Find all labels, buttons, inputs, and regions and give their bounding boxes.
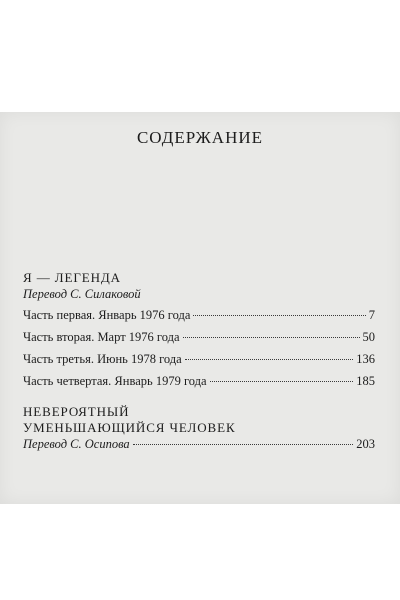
dot-leader <box>210 381 354 382</box>
work-entries <box>23 308 375 394</box>
work-title-line2: УМЕНЬШАЮЩИЙСЯ ЧЕЛОВЕК <box>23 420 236 435</box>
work-title: Я — ЛЕГЕНДА <box>23 270 121 285</box>
work-translator: Перевод С. Силаковой <box>23 287 141 301</box>
toc-entry-label: Часть вторая. Март 1976 года <box>23 330 180 344</box>
toc-entry-page: 50 <box>362 330 375 344</box>
toc-entry[interactable] <box>23 436 375 452</box>
dot-leader <box>193 315 365 316</box>
dot-leader <box>133 444 354 445</box>
toc-entry-page: 185 <box>356 374 375 388</box>
work-shrinking-man <box>23 404 375 452</box>
toc-entry-page: 7 <box>368 308 375 322</box>
toc-entry[interactable] <box>23 308 375 328</box>
work-title-line1: НЕВЕРОЯТНЫЙ <box>23 404 130 419</box>
work-translator: Перевод С. Осипова <box>23 437 130 451</box>
toc-entry-page: 136 <box>356 352 375 366</box>
toc-entry-page: 203 <box>356 437 375 451</box>
dot-leader <box>183 337 360 338</box>
toc-entry[interactable] <box>23 374 375 394</box>
toc-entry[interactable] <box>23 330 375 350</box>
toc-heading: СОДЕРЖАНИЕ <box>136 128 264 147</box>
dot-leader <box>185 359 354 360</box>
toc-entry-label: Часть четвертая. Январь 1979 года <box>23 374 207 388</box>
toc-entry-label: Часть третья. Июнь 1978 года <box>23 352 182 366</box>
toc-entry[interactable] <box>23 352 375 372</box>
toc-entry-label: Часть первая. Январь 1976 года <box>23 308 191 322</box>
work-i-am-legend <box>23 270 375 302</box>
